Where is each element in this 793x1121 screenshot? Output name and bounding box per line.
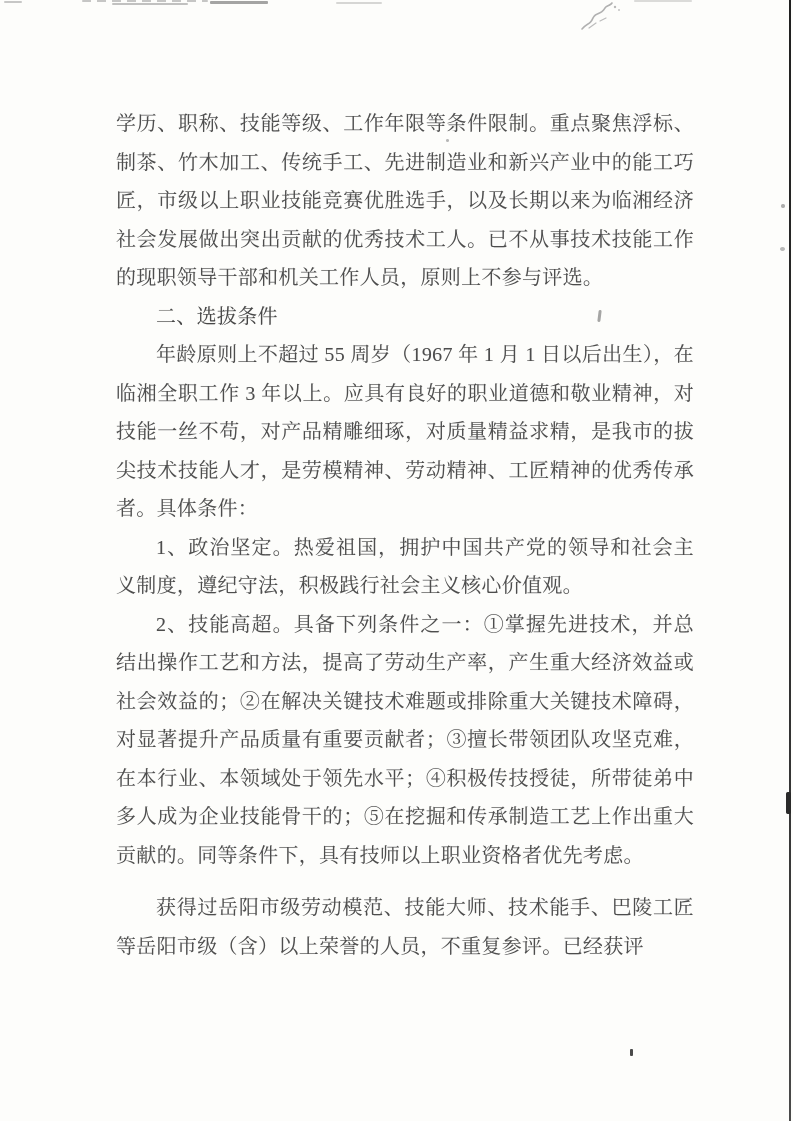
scan-top-smudge bbox=[210, 1, 268, 4]
document-body bbox=[116, 105, 694, 966]
scan-speck bbox=[780, 247, 785, 251]
scan-speck bbox=[781, 204, 785, 208]
scan-top-smudge bbox=[336, 2, 382, 4]
pencil-squiggle-artifact bbox=[576, 1, 624, 33]
paragraph-condition-political: 1、政治坚定。热爱祖国，拥护中国共产党的领导和社会主义制度，遵纪守法，积极践行社会主义核心价值观。 bbox=[116, 536, 694, 597]
scan-top-smudge bbox=[82, 0, 208, 2]
paragraph-honors-no-repeat: 获得过岳阳市级劳动模范、技能大师、技术能手、巴陵工匠等岳阳市级（含）以上荣誉的人员，不重复参评。已经获评 bbox=[116, 897, 694, 958]
scan-top-smudge bbox=[634, 0, 692, 2]
scan-edge-line bbox=[789, 0, 791, 1121]
paragraph-scope-continuation: 学历、职称、技能等级、工作年限等条件限制。重点聚焦浮标、制茶、竹木加工、传统手工、先进制造业和新兴产业中的能工巧匠，市级以上职业技能竞赛优胜选手，以及长期以来为临湘经济社会发展做出突出贡献的优秀技术工人。已不从事技术技能工作的现职领导干部和机关工作人员，原则上不参与评选。 bbox=[116, 113, 694, 289]
scan-top-smudge bbox=[112, 3, 188, 5]
scan-top-smudge bbox=[4, 1, 22, 3]
paragraph-condition-skill: 2、技能高超。具备下列条件之一：①掌握先进技术，并总结出操作工艺和方法，提高了劳动生产率，产生重大经济效益或社会效益的；②在解决关键技术难题或排除重大关键技术障碍，对显著提升产品质量有重要贡献者；③擅长带领团队攻坚克难，在本行业、本领域处于领先水平；④积极传技授徒，所带徒弟中多人成为企业技能骨干的；⑤在挖掘和传承制造工艺上作出重大贡献的。同等条件下，具有技师以上职业资格者优先考虑。 bbox=[116, 613, 694, 867]
section-heading-selection-criteria: 二、选拔条件 bbox=[156, 305, 278, 328]
scan-speck bbox=[630, 1049, 633, 1056]
scan-edge-blob bbox=[786, 792, 791, 814]
paragraph-age-and-ethics: 年龄原则上不超过 55 周岁（1967 年 1 月 1 日以后出生），在临湘全职工作 3 年以上。应具有良好的职业道德和敬业精神，对技能一丝不苟，对产品精雕细琢，对质量精益求精，是我市的拔尖技术技能人才，是劳模精神、劳动精神、工匠精神的优秀传承者。具体条件： bbox=[116, 344, 694, 520]
